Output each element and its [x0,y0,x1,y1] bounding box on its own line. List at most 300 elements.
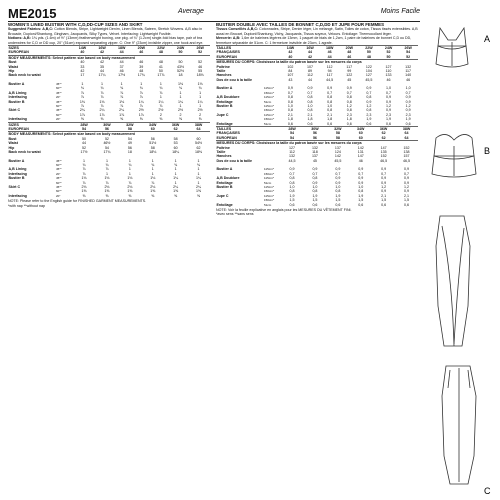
en-fabric-cell: 1 [199,90,202,95]
fr-fabric-cell: 0,6 [312,202,318,207]
fr-body-cell: 99 [347,69,352,74]
fr-fabric-cell: 0,7 [405,90,411,95]
en-fabric-width: 45"* [55,167,62,172]
en-fabric-cell: 1 [179,104,182,108]
pattern-header [8,6,420,20]
en-body-cell: 18¼ [172,150,180,155]
en-fabric-cell: ⅞ [100,95,104,100]
en-fabric-width: 20" [55,171,61,176]
fr-body-cell: 124 [334,150,341,155]
en-fabric-cell: 1¼ [196,176,202,181]
fr-body-label: Dos de cou à la taille [216,77,253,82]
fr-body-cell: 117 [326,73,333,78]
fr-fabric-cell: 0,8 [287,99,293,104]
fr-fabric-width: 115cm* [263,112,274,117]
en-fabric-cell: 1⅝ [104,189,110,194]
en-fabric-cell: 1⅝ [150,189,156,194]
fr-fabric-cell: 1,5 [335,198,341,203]
en-fabric-cell: 1 [128,158,131,163]
en-fabric-cell: ¾ [198,86,202,91]
fr-body-label: Hanches [216,154,232,159]
fr-fabric-cell: 0,6 [287,121,293,126]
fr-fabric-cell: 1,9 [312,193,318,198]
en-fabric-label: Bustier A [8,81,25,86]
en-fabric-cell: 1 [179,90,182,95]
en-fabric-cell: 1 [199,95,202,100]
fr-body-cell: 137 [311,154,318,159]
en-size-cell: 14W [73,46,93,51]
fr-size-cell: 30W [304,127,327,132]
fr-fabric-label: Entoilage [216,180,233,185]
en-fabric-cell: 1⅞ [79,112,85,117]
fr-size-cell: 46 [327,50,332,55]
fr-fabric-cell: 0,9 [405,99,411,104]
en-size-cell: 46 [139,50,144,55]
en-fabric-cell: ⅝ [198,117,202,122]
fr-fabric-width: 51cm [263,99,272,104]
fr-size-label: TAILLES [216,46,263,51]
en-fabric-cell: ¾ [120,86,124,91]
fr-body-cell: 89 [308,69,313,74]
en-fabric-cell: ⅝ [100,117,104,122]
en-body-cell: 52 [198,60,203,65]
en-size-cell: 52 [198,50,203,55]
en-fabric-cell: 2¼ [173,185,179,189]
en-fabric-label: Skirt C [8,108,21,113]
en-body-cell: 55 [198,69,203,74]
en-fabric-cell: ⅞ [82,171,86,176]
fr-fabric-cell: 1,9 [405,117,411,122]
fr-fabric-cell: 0,6 [289,202,295,207]
fr-size-cell: 44 [308,50,313,55]
en-fabric-cell: ⅞ [82,180,86,185]
fr-body-cell: 137 [334,145,341,150]
fr-fabric-width: 115cm* [263,167,274,172]
en-notions-body: 1¾ yds. (1.6m) of ½" (13mm) featherweight boning, one pkg. of ¾" (1.2cm) single-fold bias tape, pair of bra underwires for C,D or DD cup, 20" (51cm) exposed separating zipper. C: One 9" (23cm) invisible zipper, one hook and eye. [8,36,204,45]
fr-fabric-label: Entoilage [216,99,233,104]
en-body-cell: 53 [173,141,178,146]
fr-fabric-cell: 1,2 [346,104,352,108]
fr-size-cell: 56 [312,131,317,136]
en-fabric-cell: ⅝ [80,117,84,122]
fr-fabric-cell: 0,7 [404,171,410,176]
fr-fabric-cell: 0,7 [358,171,364,176]
fr-body-cell: 127 [289,145,296,150]
en-fabric-cell: ⅝ [174,193,178,198]
fr-body-cell: 117 [346,64,353,69]
fr-size-cell: 34W [349,127,372,132]
en-fabric-cell: 1⅞ [138,112,144,117]
en-fabric-cell: ¾ [82,162,86,167]
en-size-cell: 24W [171,46,191,51]
en-fabric-cell: ⅞ [105,167,109,172]
fr-fabric-cell: 0,8 [312,176,318,181]
en-fabric-width: 45"* [55,81,62,86]
fr-fabric-cell: 0,7 [307,90,313,95]
en-size-cell: 58 [127,127,132,132]
en-body-cell: 58 [173,136,178,141]
fr-fabric-cell: 1,2 [366,104,372,108]
fr-fabric-width: 150cm* [263,198,275,203]
fr-fabric-cell: 0,8 [312,189,318,194]
en-fabric-cell: ⅞ [139,95,143,100]
fr-size-cell: 54 [290,135,295,140]
en-size-cell: 18W [112,46,132,51]
fr-fabric-cell: 0,6 [404,202,410,207]
en-fabric-cell: 2½ [178,108,184,113]
fr-fabric-cell: 0,6 [335,202,341,207]
en-fabric-cell: 1 [174,180,177,185]
en-fabric-cell: 1⅛ [119,99,125,104]
fr-fabrics-text [216,27,418,36]
fr-fabric-width: 115cm* [263,193,274,198]
fr-fabric-cell: 0,8 [358,189,364,194]
fr-fabric-cell: 0,9 [404,180,410,185]
fr-fabric-cell: 1,0 [327,104,333,108]
fr-size-cell: 44 [327,54,332,59]
fr-fabric-cell: 1,8 [346,117,352,122]
en-fabric-cell: ⅞ [100,90,104,95]
fr-fabric-cell: 1,8 [307,117,313,122]
fr-fabric-cell: 1,0 [386,86,392,91]
fr-fabric-cell: 0,9 [381,180,387,185]
en-fabric-width: 45"* [55,108,62,113]
english-column [8,23,210,208]
en-fabric-cell: 1 [197,158,200,163]
fr-fabric-cell: 1,9 [335,193,341,198]
en-size-cell: 40 [80,50,85,55]
en-fabric-cell: ¾ [80,86,84,91]
en-fabric-cell: ⅞ [120,95,124,100]
fr-fabric-cell: 0,6 [358,202,364,207]
en-fabric-cell: ¾ [139,86,143,91]
fr-fabric-cell: 1,0 [287,104,293,108]
fr-fabric-cell: 0,8 [289,180,295,185]
en-fabric-cell: 1⅛ [178,81,184,86]
fr-size-cell: 60 [358,131,363,136]
fr-fabric-cell: 0,9 [358,176,364,181]
en-fabric-cell: 1 [174,167,177,172]
en-body-cell: 52 [104,136,109,141]
fr-fabric-cell: 0,6 [386,121,392,126]
fr-fabric-cell: 2,3 [405,112,411,117]
view-illustrations [424,6,496,496]
fr-fabric-cell: 1,9 [386,117,392,122]
en-body-label: Back neck to waist [8,150,41,155]
en-fabric-cell: 2¼ [119,108,125,113]
fr-fabric-row [216,203,418,207]
en-body-cell: 42 [80,69,85,74]
en-fabric-cell: ⅝ [120,117,124,122]
en-fabric-width: 45"* [55,185,62,189]
fr-fabric-cell: 0,9 [386,95,392,100]
en-size-cell: 34W [141,122,164,127]
en-fabric-cell: 1⅝ [127,189,133,194]
en-fabric-row [8,194,210,198]
en-fabric-cell: ¾ [100,86,104,91]
en-body-cell: 46 [139,60,144,65]
fr-fabric-label: Bustier A [216,86,233,91]
en-fabric-cell: ⅞ [80,90,84,95]
en-fabric-width: 20" [55,117,61,122]
en-body-cell: 48 [158,60,163,65]
en-body-cell: 52 [82,145,87,150]
fr-size-cell: 48 [347,50,352,55]
en-size-cell: 32W [118,122,141,127]
fr-body-heading: MESURES DU CORPS: Choisissez la taille du patron basée sur les mesures du corps [216,141,418,146]
en-body-label: Bust [8,136,17,141]
en-body-cell: 37 [119,64,124,69]
en-fabric-width: 60"* [55,180,62,185]
fr-fabric-cell: 0,9 [386,108,392,113]
en-body-label: Waist [8,64,18,69]
fr-notions-head: Mercerie: A,B: [216,36,241,41]
en-fabric-label: A,B Lining [8,90,27,95]
en-fabric-cell: ¾ [197,162,201,167]
fr-fabric-cell: 0,8 [327,108,333,113]
en-fabric-cell: 1⅝ [81,189,87,194]
fr-fabric-cell: 1,8 [287,117,293,122]
fr-fabric-cell: 0,9 [404,189,410,194]
en-body-cell: 44 [119,60,124,65]
fr-fabric-cell: 2,1 [381,193,387,198]
fr-fabric-cell: 1,2 [386,104,392,108]
fr-size-cell: 42 [308,54,313,59]
en-fabric-cell: ⅞ [151,180,155,185]
view-label-c: C [484,486,491,496]
en-fabric-cell: 2⅛ [104,185,110,189]
fr-body-cell: 45 [347,77,352,82]
fr-fabric-cell: 0,9 [287,86,293,91]
fr-fabric-cell: 1,0 [307,104,313,108]
en-fabric-width: 45"* [55,176,62,181]
fr-body-cell: 157 [403,154,410,159]
en-fabric-label: Interfacing [8,171,27,176]
fr-body-cell: 122 [365,64,372,69]
en-fabric-cell: 1¼ [197,99,203,104]
en-fabric-cell: 1 [197,171,200,176]
en-fabric-cell: 1⅝ [196,189,202,194]
en-fabric-cell: 2½ [197,108,203,113]
fr-size-cell: 14W [281,46,301,51]
en-fabric-cell: 1 [159,81,162,86]
en-body-label: Bust [8,60,17,65]
en-fabric-cell: 1 [151,158,154,163]
fr-fabric-width: 150cm* [263,189,275,194]
fr-fabric-width: 115cm* [263,185,274,189]
fr-footnote: *avec sens **sans sens [216,212,254,217]
en-fabric-width: 60"* [55,104,62,108]
fr-fabric-label: Bustier B [216,104,233,108]
fr-fabric-cell: 0,6 [381,202,387,207]
en-fabric-cell: ¾ [179,86,183,91]
fr-body-cell: 122 [346,73,353,78]
en-fabric-cell: 1⅛ [104,176,110,181]
fr-fabric-cell: 0,9 [405,95,411,100]
fr-fabric-cell: 0,6 [366,121,372,126]
fr-fabric-cell: 0,8 [366,95,372,100]
fr-fabric-cell: 0,9 [404,167,410,172]
en-notions-text [8,36,210,45]
fr-fabric-cell: 1,5 [404,198,410,203]
fr-size-cell: 26W [398,46,418,51]
en-body-cell: 51½ [149,141,157,146]
fr-body-cell: 117 [405,69,412,74]
en-fabric-cell: 1 [197,167,200,172]
fr-fabric-label: Jupe C [216,112,229,117]
en-fabric-width: 20" [55,95,61,100]
fr-fabric-cell: 2,1 [287,112,293,117]
en-fabric-cell: 2⅛ [127,185,133,189]
fr-fabric-cell: 0,7 [346,90,352,95]
en-body-cell: 42 [100,60,105,65]
en-size-cell: 62 [173,127,178,132]
en-fabric-cell: ⅝ [151,193,155,198]
en-size-cell: 36W [164,122,187,127]
en-body-cell: 17¾ [103,150,111,155]
fr-fabric-cell: 1,9 [358,193,364,198]
en-fabric-cell: ⅝ [159,117,163,122]
fr-fabric-cell: 0,9 [366,99,372,104]
fr-fabric-cell: 0,7 [381,171,387,176]
en-body-label: Back neck to waist [8,73,41,78]
en-body-cell: 50 [178,60,183,65]
fr-fabric-cell: 0,8 [289,176,295,181]
fr-fabric-cell: 0,9 [381,176,387,181]
en-fabric-cell: 1⅛ [197,81,203,86]
en-body-label: Hip [8,69,15,74]
fr-body-heading: MESURES DU CORPS: Choisissez la taille du patron basée sur les mesures du corps [216,60,418,65]
fr-fabric-cell: 0,9 [366,86,372,91]
fr-fabric-cell: 1,9 [366,117,372,122]
fr-size-cell: 24W [379,46,399,51]
fr-size-cell: 64 [404,131,409,136]
en-fabric-cell: 1 [197,180,200,185]
en-body-cell: 52½ [177,69,185,74]
en-fabric-cell: 2½ [138,108,144,113]
en-fabric-cell: 2 [199,112,202,117]
fr-size-cell: 28W [281,127,304,132]
fr-fabric-cell: 0,9 [335,176,341,181]
fr-body-cell: 46 [406,77,411,82]
en-fabric-cell: ⅝ [128,193,132,198]
en-fabric-cell: 2¼ [196,185,202,189]
fr-body-cell: 140 [405,73,412,78]
fr-fabric-cell: 0,8 [289,189,295,194]
fr-fabric-cell: 0,8 [335,189,341,194]
fr-body-cell: 46,5 [403,158,411,163]
en-body-label: Hip [8,145,15,150]
en-fabric-cell: 1⅛ [99,99,105,104]
fr-body-cell: 46 [386,77,391,82]
pattern-number: ME2015 [8,6,57,21]
fr-fabric-width: 150cm* [263,90,275,95]
en-body-cell: 17½ [80,150,88,155]
fr-size-cell: 18W [320,46,340,51]
en-fabric-cell: ⅞ [128,180,132,185]
en-fabric-label: Interfacing [8,95,27,100]
en-body-cell: 54 [127,136,132,141]
fr-fabric-cell: 0,8 [327,99,333,104]
en-fabric-cell: 1⅛ [150,176,156,181]
en-fabric-cell: 1 [105,158,108,163]
en-body-label: Waist [8,141,18,146]
en-note: NOTE: Please refer to the English guide for FINISHED GARMENT MEASUREMENTS. [8,199,147,204]
en-body-cell: 33 [80,64,85,69]
en-fabric-width: 60"* [55,162,62,167]
fr-fabric-cell: 0,8 [346,95,352,100]
fr-fabric-width: 115cm* [263,95,274,100]
fr-fabric-cell: 1,9 [289,193,295,198]
fr-note: NOTE: Voir la feuille explicative en anglais pour les MESURES DU VÊTEMENT FINI. [216,208,352,213]
fr-fabric-cell: 0,9 [289,167,295,172]
fr-fabric-cell: 2,3 [386,112,392,117]
bustier-a-sketch [436,28,468,67]
skirt-c-sketch [436,216,470,346]
en-title: WOMEN'S LINED BUSTIER WITH C,D,DD-CUP SIZES AND SKIRT [8,22,143,27]
en-size-cell: 42 [100,50,105,55]
fr-size-cell: 48 [366,54,371,59]
en-fabric-cell: ⅞ [159,104,163,108]
fr-size-cell: 62 [381,131,386,136]
en-fabrics-text [8,27,210,36]
fr-size-cell: 56 [312,135,317,140]
en-fabric-cell: ¾ [151,162,155,167]
fr-fabric-cell: 1,5 [358,198,364,203]
en-fabric-label: Bustier B [8,176,25,181]
fr-body-cell: 127 [385,64,392,69]
en-fabric-cell: 2 [159,112,162,117]
fr-fabrics-body: Cotonnades, Stripe, Denim léger, Lin mélangé, Satin, Toiles de coton, Tissus tissés extensibles. A,B aussi en Brocart, Dupioni/Shantung, Vichy, Jacquards, Tissus soyeux, Velours. Entoilage: Thermocollant léger. [216,27,418,36]
difficulty-fr: Moins Facile [380,8,420,15]
fr-size-label: FRANÇAISES [216,50,240,55]
difficulty-en: Average [178,8,204,15]
en-body-cell: 46½ [103,141,111,146]
fr-fabric-cell: 1,2 [405,104,411,108]
fr-fabric-cell: 0,6 [405,121,411,126]
fr-title: BUSTIER DOUBLE AVEC TAILLES DE BONNET C,D,DD ET JUPE POUR FEMMES [216,22,384,27]
fr-size-cell: 50 [386,54,391,59]
fr-fabric-label: Entoilage [216,202,233,207]
fr-fabric-cell: 2,1 [404,193,410,198]
en-fabric-cell: 1 [159,95,162,100]
fr-fabric-cell: 0,8 [307,108,313,113]
fr-body-label: Taille [216,69,226,74]
en-fabric-cell: 1⅝ [173,189,179,194]
fr-body-cell: 45,5 [365,77,373,82]
en-size-cell: 50 [178,50,183,55]
en-body-cell: 58 [150,145,155,150]
fr-fabric-cell: 1,0 [358,185,364,189]
en-fabric-cell: 1¼ [158,99,164,104]
en-body-cell: 56 [150,136,155,141]
en-fabrics-head: Suggested Fabrics: A,B,C: [8,27,54,32]
fr-body-cell: 133 [385,73,392,78]
fr-body-cell: 107 [307,64,314,69]
fr-body-cell: 142 [334,154,341,159]
fr-fabric-cell: 1,5 [381,198,387,203]
en-size-label: SIZES [8,122,55,127]
fr-body-cell: 138 [403,150,410,155]
en-fabric-cell: 1 [151,167,154,172]
fr-body-label: Dos de cou à la taille [216,158,253,163]
en-fabric-width: 45"* [55,99,62,104]
en-notions-head: Notions: A,B: [8,36,31,41]
en-size-cell: 60 [150,127,155,132]
en-fabric-cell: 1 [81,81,84,86]
en-body-cell: 41 [158,64,163,69]
fr-fabric-cell: 0,7 [287,90,293,95]
